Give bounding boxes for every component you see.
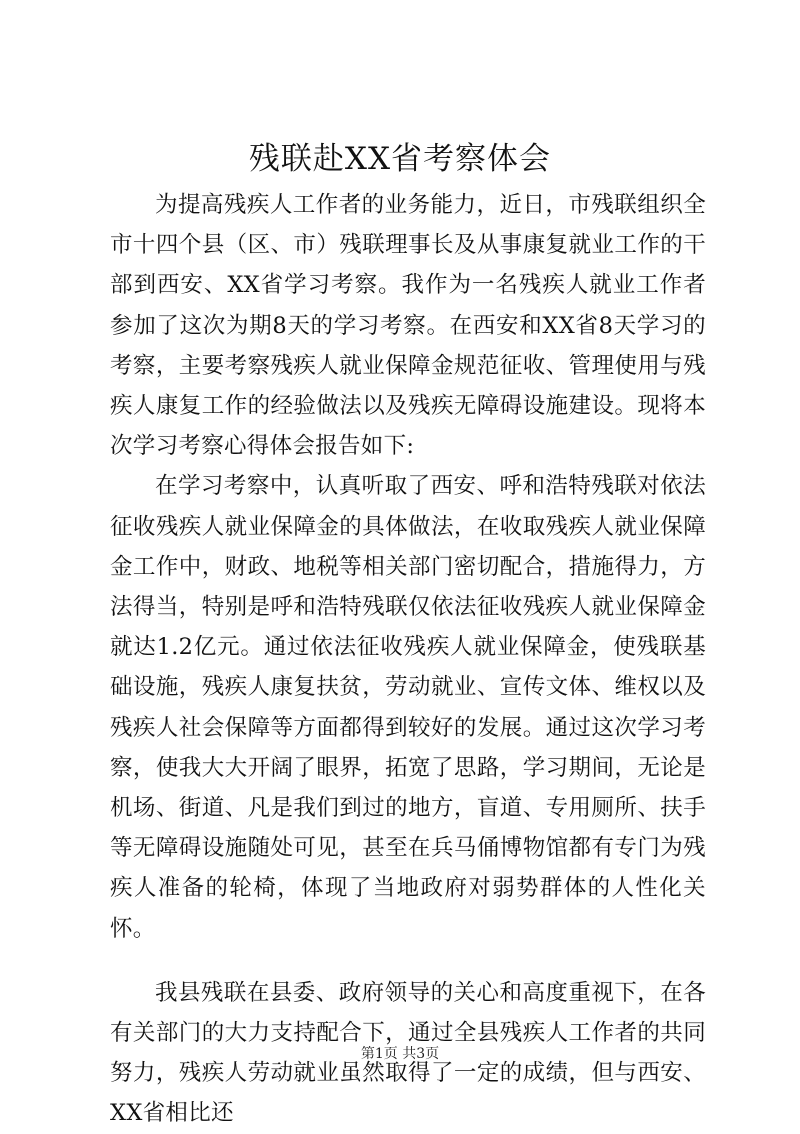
- document-body: [110, 185, 706, 1134]
- paragraph-3: 我县残联在县委、政府领导的关心和高度重视下，在各有关部门的大力支持配合下，通过全县残疾人工作者的共同努力，残疾人劳动就业虽然取得了一定的成绩，但与西安、XX省相比还: [110, 979, 706, 1127]
- paragraph-1: 为提高残疾人工作者的业务能力，近日，市残联组织全市十四个县（区、市）残联理事长及从事康复就业工作的干部到西安、XX省学习考察。我作为一名残疾人就业工作者参加了这次为期8天的学习考察。在西安和XX省8天学习的考察，主要考察残疾人就业保障金规范征收、管理使用与残疾人康复工作的经验做法以及残疾无障碍设施建设。现将本次学习考察心得体会报告如下:: [110, 192, 706, 460]
- paragraph-2: 在学习考察中，认真听取了西安、呼和浩特残联对依法征收残疾人就业保障金的具体做法，在收取残疾人就业保障金工作中，财政、地税等相关部门密切配合，措施得力，方法得当，特别是呼和浩特残联仅依法征收残疾人就业保障金就达1.2亿元。通过依法征收残疾人就业保障金，使残联基础设施，残疾人康复扶贫，劳动就业、宣传文体、维权以及残疾人社会保障等方面都得到较好的发展。通过这次学习考察，使我大大开阔了眼界，拓宽了思路，学习期间，无论是机场、街道、凡是我们到过的地方，盲道、专用厕所、扶手等无障碍设施随处可见，甚至在兵马俑博物馆都有专门为残疾人准备的轮椅，体现了当地政府对弱势群体的人性化关怀。: [110, 473, 706, 942]
- page-number-footer: 第1页 共3页: [360, 1046, 440, 1062]
- document-title: 残联赴XX省考察体会: [248, 141, 552, 177]
